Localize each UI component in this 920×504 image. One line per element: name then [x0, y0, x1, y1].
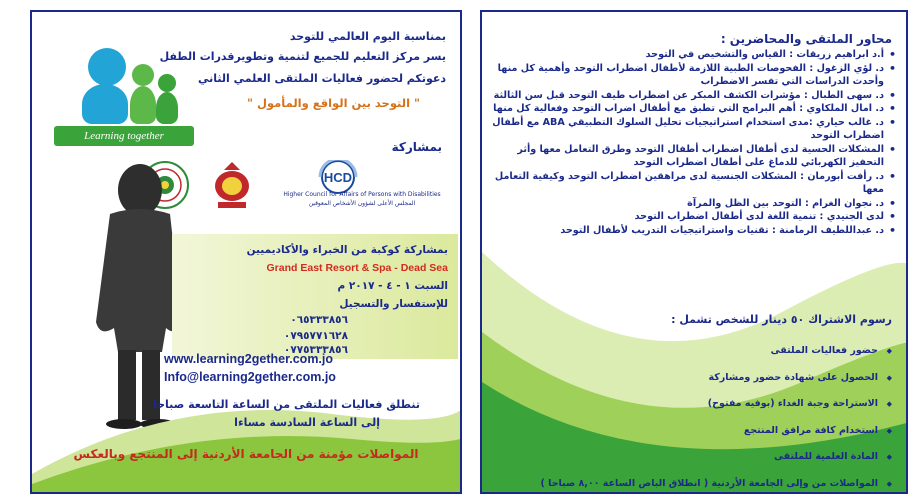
partners-title: بمشاركة	[391, 140, 442, 154]
list-item: ◆ استخدام كافة مرافق المنتجع	[502, 418, 892, 445]
phone-number: ٠٦٥٣٣٣٨٥٦	[290, 314, 348, 326]
event-flyer-front	[30, 10, 462, 494]
hcd-english-name: Higher Council for Affairs of Persons with Disabilities	[283, 191, 441, 198]
experts-line: بمشاركة كوكبة من الخبراء والأكاديميين	[246, 244, 448, 256]
transport-note: المواصلات مؤمنة من الجامعة الأردنية إلى المنتجع وبالعكس	[73, 447, 419, 461]
list-item: • المشكلات الحسية لدى أطفال اضطراب أطفال التوحد وطرق التعامل معها وأثر التحفيز الكهربائي للدماغ على أطفال اضطراب التوحد	[491, 143, 896, 170]
topics-list	[491, 48, 896, 237]
event-date: السبت ١ - ٤ - ٢٠١٧ م	[337, 280, 448, 292]
fees-list	[502, 338, 892, 494]
ministry-crest-icon	[210, 160, 254, 212]
logo-caption: Learning together	[54, 126, 194, 146]
phone-number: ٠٧٩٥٧٧١٦٢٨	[283, 330, 348, 342]
list-item: ◆ الاستراحة وجبة الغداء (بوفيه مفتوح)	[502, 391, 892, 418]
list-item: • د. لؤي الزغول : الفحوصات الطبية اللازمة لأطفال اضطراب التوحد وأهمية كل منها وأحدث الدراسات التي تفسر الاضطراب	[491, 62, 896, 89]
headline-occasion: بمناسبة اليوم العالمي للتوحد	[289, 30, 446, 43]
list-item: ◆ حضور فعاليات الملتقى	[502, 338, 892, 365]
topics-title: محاور الملتقى والمحاضرين :	[720, 32, 892, 46]
hcd-arabic-name: المجلس الأعلى لشؤون الأشخاص المعوقين	[308, 200, 416, 207]
headline-center: يسر مركز التعليم للجميع لتنمية وتطويرقدرات الطفل	[159, 50, 446, 63]
list-item: • لدى الجنيدي : تنمية اللغة لدى أطفال اضطراب التوحد	[491, 210, 896, 224]
email-link[interactable]: Info@learning2gether.com.jo	[164, 370, 336, 384]
headline-invitation: دعوتكم لحضور فعاليات الملتقى العلمي الثاني	[197, 72, 446, 85]
end-time-line: إلى الساعة السادسة مساءا	[234, 416, 380, 429]
fees-title: رسوم الاشتراك ٥٠ دينار للشخص تشمل :	[671, 313, 892, 326]
list-item: • د. عبداللطيف الرمامنة : تقنيات واستراتيجيات التدريب لأطفال التوحد	[491, 224, 896, 238]
start-time-line: تنطلق فعاليات الملتقى من الساعة التاسعة صباحا	[152, 398, 420, 411]
event-flyer-back	[480, 10, 908, 494]
inquiry-label: للإستفسار والتسجيل	[339, 298, 448, 310]
event-slogan: " التوحد بين الواقع والمأمول "	[247, 96, 420, 110]
list-item: • د. رأفت أبورمان : المشكلات الجنسية لدى مراهقين اضطراب التوحد وكيفية التعامل معها	[491, 170, 896, 197]
list-item: • د. امال الملكاوي : أهم البرامج التي تطبق مع أطفال اضراب التوحد وفعالية كل منها	[491, 102, 896, 116]
hcd-short-name: HCD	[323, 170, 353, 185]
list-item: • د. نجوان الغرام : التوحد بين الظل والمرآة	[491, 197, 896, 211]
list-item: • د. سهى الطبال : مؤشرات الكشف المبكر عن اضطراب طيف التوحد قبل سن الثالثة	[491, 89, 896, 103]
event-info-box	[172, 234, 458, 359]
list-item: • د. غالب حياري :مدى استخدام استراتيجيات تحليل السلوك التطبيقي ABA مع أطفال اضطراب التوحد	[491, 116, 896, 143]
website-link[interactable]: www.learning2gether.com.jo	[164, 352, 334, 366]
venue-name: Grand East Resort & Spa - Dead Sea	[266, 262, 448, 274]
list-item: ◆ المادة العلمية للملتقى	[502, 444, 892, 471]
list-item: ◆ الحصول على شهادة حضور ومشاركة	[502, 365, 892, 392]
list-item: ◆ المواصلات من وإلى الجامعة الأردنية ( انطلاق الباص الساعة ٨,٠٠ صباحا )	[502, 471, 892, 494]
phone-number: ٠٧٧٥٣٣٣٨٥٦	[283, 344, 348, 356]
list-item: • أ.د ابراهيم زريقات : القياس والتشخيص في التوحد	[491, 48, 896, 62]
